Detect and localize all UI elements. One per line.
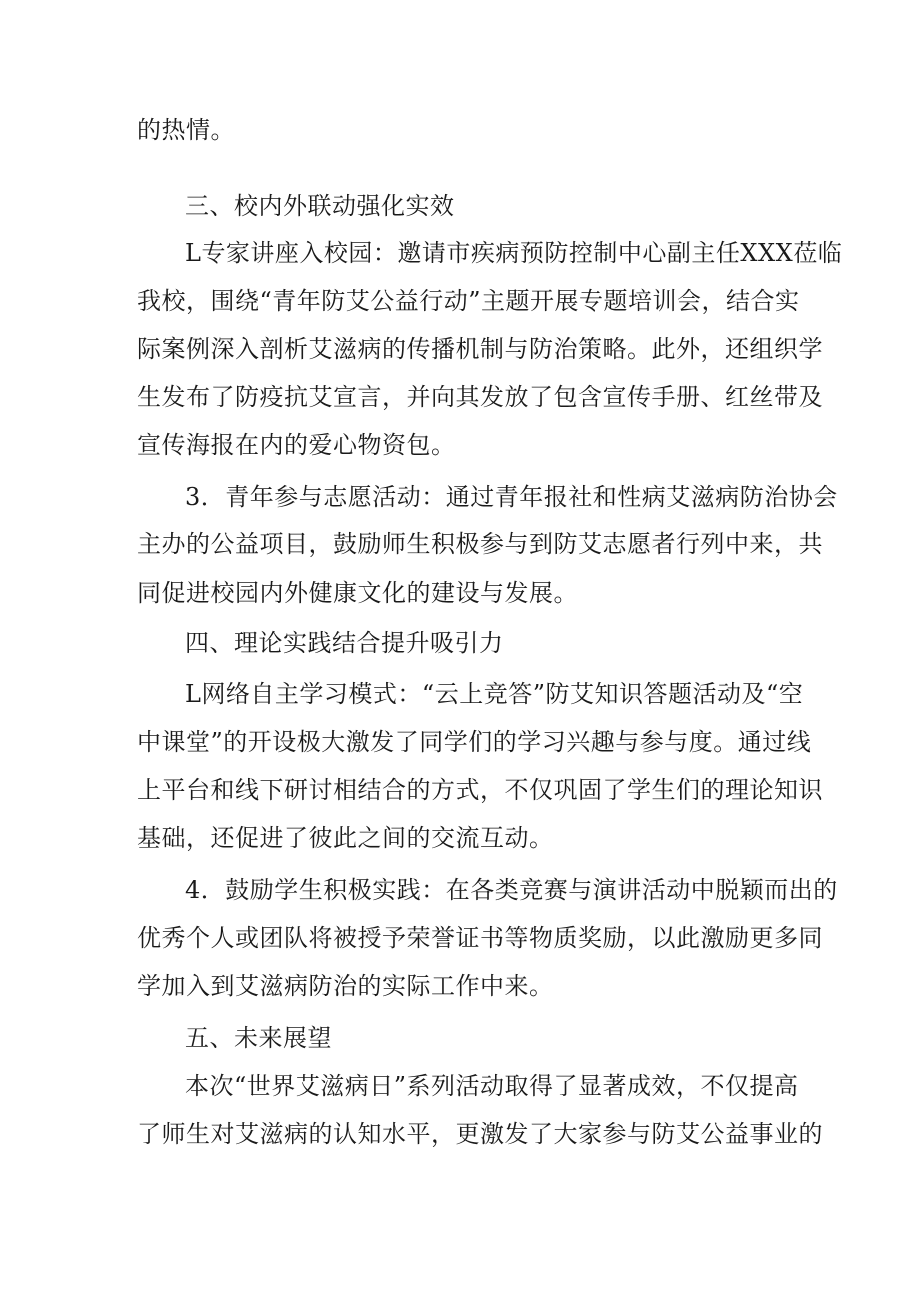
paragraph-line: 我校，围绕“青年防艾公益行动”主题开展专题培训会，结合实 [137, 287, 800, 315]
section-heading-5: 五、未来展望 [185, 1024, 332, 1052]
section-heading-3: 三、校内外联动强化实效 [185, 192, 455, 220]
paragraph-line: 4．鼓励学生积极实践：在各类竞赛与演讲活动中脱颖而出的 [185, 876, 838, 904]
paragraph-line: 生发布了防疫抗艾宣言，并向其发放了包含宣传手册、红丝带及 [137, 383, 823, 411]
paragraph-line: 的热情。 [137, 116, 235, 144]
paragraph-line: 学加入到艾滋病防治的实际工作中来。 [137, 972, 554, 1000]
paragraph-line: 本次“世界艾滋病日”系列活动取得了显著成效，不仅提高 [185, 1072, 799, 1100]
paragraph-line: 优秀个人或团队将被授予荣誉证书等物质奖励，以此激励更多同 [137, 924, 823, 952]
paragraph-line: 宣传海报在内的爱心物资包。 [137, 431, 456, 459]
paragraph-line: 际案例深入剖析艾滋病的传播机制与防治策略。此外，还组织学 [137, 335, 823, 363]
paragraph-line: 同促进校园内外健康文化的建设与发展。 [137, 579, 578, 607]
paragraph-line: 基础，还促进了彼此之间的交流互动。 [137, 824, 554, 852]
paragraph-line: 3．青年参与志愿活动：通过青年报社和性病艾滋病防治协会 [185, 483, 838, 511]
section-heading-4: 四、理论实践结合提升吸引力 [185, 629, 504, 657]
paragraph-line: 上平台和线下研讨相结合的方式，不仅巩固了学生们的理论知识 [137, 776, 823, 804]
paragraph-line: 主办的公益项目，鼓励师生积极参与到防艾志愿者行列中来，共 [137, 530, 823, 558]
paragraph-line: L专家讲座入校园：邀请市疾病预防控制中心副主任XXX莅临 [185, 239, 843, 267]
paragraph-line: 中课堂”的开设极大激发了同学们的学习兴趣与参与度。通过线 [137, 728, 812, 756]
paragraph-line: L网络自主学习模式：“云上竞答”防艾知识答题活动及“空 [185, 680, 804, 708]
paragraph-line: 了师生对艾滋病的认知水平，更激发了大家参与防艾公益事业的 [137, 1120, 823, 1148]
